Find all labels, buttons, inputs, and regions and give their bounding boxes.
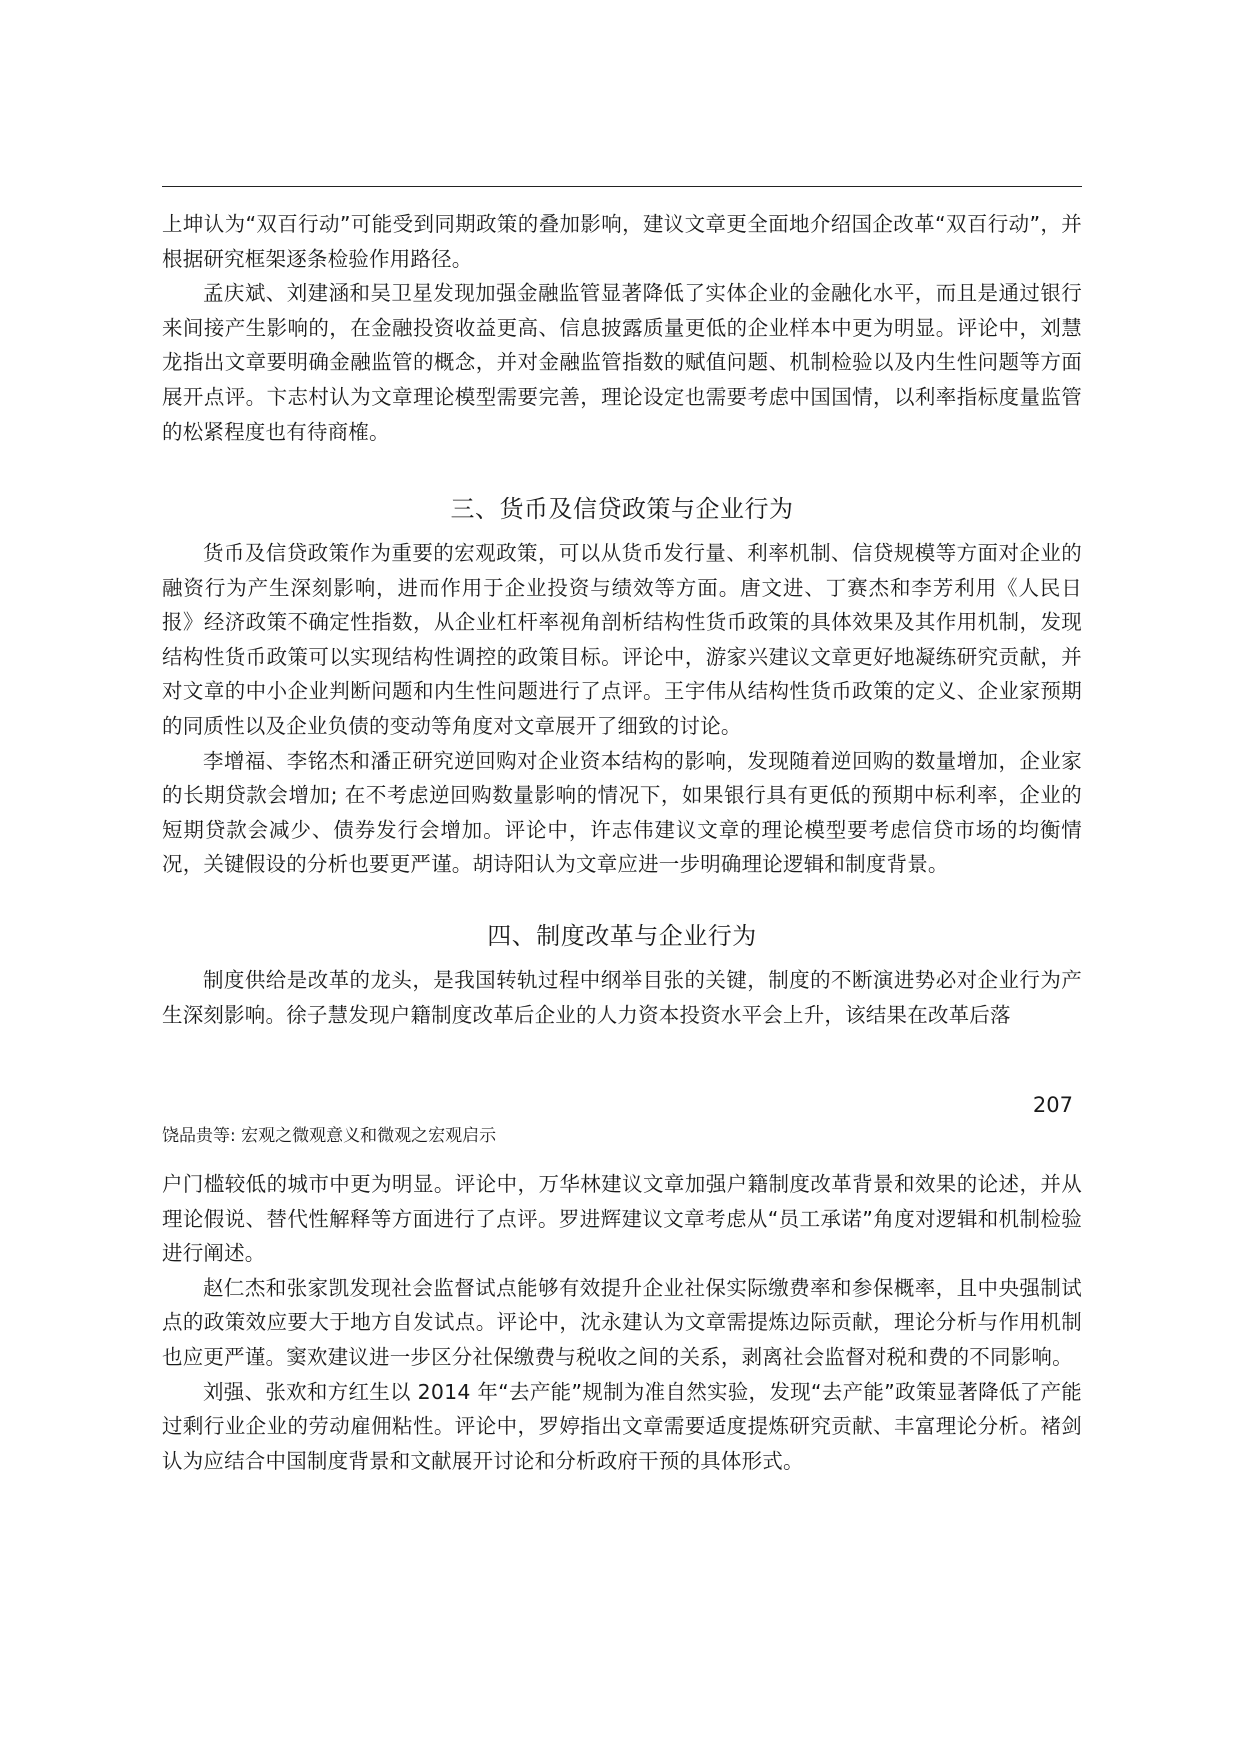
page-2-body bbox=[162, 1167, 1082, 1478]
paragraph: 上坤认为“双百行动”可能受到同期政策的叠加影响，建议文章更全面地介绍国企改革“双百行动”，并根据研究框架逐条检验作用路径。 bbox=[162, 212, 1082, 271]
paragraph: 孟庆斌、刘建涵和吴卫星发现加强金融监管显著降低了实体企业的金融化水平，而且是通过银行来间接产生影响的，在金融投资收益更高、信息披露质量更低的企业样本中更为明显。评论中，刘慧龙指出文章要明确金融监管的概念，并对金融监管指数的赋值问题、机制检验以及内生性问题等方面展开点评。卞志村认为文章理论模型需要完善，理论设定也需要考虑中国国情，以利率指标度量监管的松紧程度也有待商榷。 bbox=[162, 281, 1082, 444]
paragraph: 制度供给是改革的龙头，是我国转轨过程中纲举目张的关键，制度的不断演进势必对企业行为产生深刻影响。徐子慧发现户籍制度改革后企业的人力资本投资水平会上升，该结果在改革后落 bbox=[162, 968, 1082, 1027]
section-3-body bbox=[162, 536, 1082, 882]
paragraph: 户门槛较低的城市中更为明显。评论中，万华林建议文章加强户籍制度改革背景和效果的论述，并从理论假说、替代性解释等方面进行了点评。罗进辉建议文章考虑从“员工承诺”角度对逻辑和机制检验进行阐述。 bbox=[162, 1172, 1082, 1266]
section-heading-3 bbox=[162, 489, 1082, 529]
page-number: 207 bbox=[1032, 1093, 1073, 1117]
running-header: 饶品贵等: 宏观之微观意义和微观之宏观启示 bbox=[162, 1126, 497, 1146]
paragraph: 李增福、李铭杰和潘正研究逆回购对企业资本结构的影响，发现随着逆回购的数量增加，企业家的长期贷款会增加; 在不考虑逆回购数量影响的情况下，如果银行具有更低的预期中标利率，企业的短期贷款会减少、债券发行会增加。评论中，许志伟建议文章的理论模型要考虑信贷市场的均衡情况，关键假设的分析也要更严谨。胡诗阳认为文章应进一步明确理论逻辑和制度背景。 bbox=[162, 748, 1082, 877]
section-heading-4 bbox=[162, 916, 1082, 956]
paragraph: 赵仁杰和张家凯发现社会监督试点能够有效提升企业社保实际缴费率和参保概率，且中央强制试点的政策效应要大于地方自发试点。评论中，沈永建认为文章需提炼边际贡献，理论分析与作用机制也应更严谨。窦欢建议进一步区分社保缴费与税收之间的关系，剥离社会监督对税和费的不同影响。 bbox=[162, 1275, 1082, 1369]
paragraph: 刘强、张欢和方红生以 2014 年“去产能”规制为准自然实验，发现“去产能”政策显著降低了产能过剩行业企业的劳动雇佣粘性。评论中，罗婷指出文章需要适度提炼研究贡献、丰富理论分析。褚剑认为应结合中国制度背景和文献展开讨论和分析政府干预的具体形式。 bbox=[162, 1379, 1082, 1473]
paragraph: 货币及信贷政策作为重要的宏观政策，可以从货币发行量、利率机制、信贷规模等方面对企业的融资行为产生深刻影响，进而作用于企业投资与绩效等方面。唐文进、丁赛杰和李芳利用《人民日报》经济政策不确定性指数，从企业杠杆率视角剖析结构性货币政策的具体效果及其作用机制，发现结构性货币政策可以实现结构性调控的政策目标。评论中，游家兴建议文章更好地凝练研究贡献，并对文章的中小企业判断问题和内生性问题进行了点评。王宇伟从结构性货币政策的定义、企业家预期的同质性以及企业负债的变动等角度对文章展开了细致的讨论。 bbox=[162, 541, 1082, 738]
section-heading: 三、货币及信贷政策与企业行为 bbox=[450, 495, 794, 523]
header-rule bbox=[162, 186, 1082, 187]
section-4-body bbox=[162, 963, 1082, 1032]
section-heading: 四、制度改革与企业行为 bbox=[487, 922, 757, 950]
section-2-continued bbox=[162, 207, 1082, 449]
